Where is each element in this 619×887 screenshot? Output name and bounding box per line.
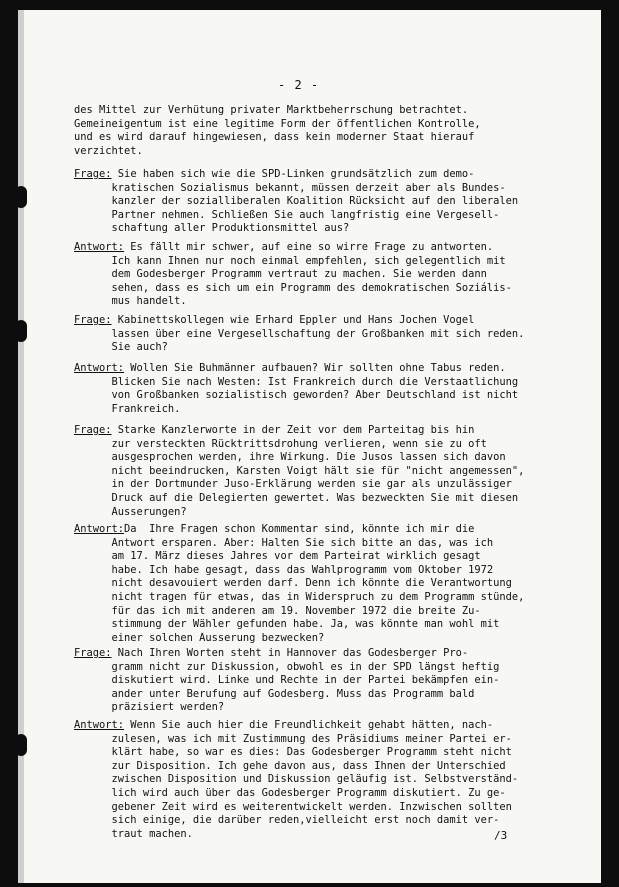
question-block (74, 424, 584, 519)
text-line (74, 701, 584, 715)
text-line (74, 222, 584, 236)
text-line (74, 719, 584, 733)
speaker-label: Frage: (74, 314, 112, 326)
answer-block (74, 362, 584, 416)
text-line (74, 403, 584, 417)
punch-hole (18, 186, 27, 208)
answer-block (74, 523, 584, 645)
text-line (74, 195, 584, 209)
text-line (74, 438, 584, 452)
line-text: lassen über eine Vergesellschaftung der Großbanken mit sich reden. (74, 327, 525, 340)
text-line (74, 564, 584, 578)
line-text: diskutiert wird. Linke und Rechte in der Partei bekämpfen ein- (74, 674, 500, 687)
answer-block (74, 719, 584, 841)
page-number: - 2 - (278, 78, 320, 92)
text-line (74, 577, 584, 591)
line-text: Druck auf die Delegierten gewertet. Was bezweckten Sie mit diesen (74, 491, 519, 504)
line-text: zur versteckten Rücktrittsdrohung verlieren, wenn sie zu oft (74, 437, 487, 450)
speaker-label: Antwort: (74, 362, 125, 374)
line-text: Da Ihre Fragen schon Kommentar sind, könnte ich mir die (124, 523, 475, 535)
text-line (74, 661, 584, 675)
text-line (74, 537, 584, 551)
line-text: stimmung der Wähler gefunden habe. Ja, was könnte man wohl mit (74, 618, 500, 631)
line-text: Wollen Sie Buhmänner aufbauen? Wir sollten ohne Tabus reden. (124, 362, 506, 374)
speaker-label: Frage: (74, 424, 112, 436)
line-text: Sie auch? (74, 341, 168, 354)
text-line (74, 362, 584, 376)
line-text: zur Disposition. Ich gehe davon aus, dass Ihnen der Unterschied (74, 759, 506, 772)
speaker-label: Antwort: (74, 523, 125, 535)
line-text: Äusserungen? (74, 505, 187, 518)
text-line (74, 492, 584, 506)
line-text: kanzler der sozialliberalen Koalition Rücksicht auf den liberalen (74, 195, 519, 208)
line-text: nicht tragen für etwas, das in Widerspruch zu dem Programm stünde, (74, 590, 525, 603)
text-line (74, 241, 584, 255)
text-line (74, 828, 584, 842)
text-line (74, 424, 584, 438)
line-text: ander unter Berufung auf Godesberg. Muss das Programm bald (74, 687, 475, 700)
line-text: verzichtet. (74, 144, 143, 157)
continuation-marker: /3 (494, 829, 508, 842)
text-line (74, 801, 584, 815)
text-line (74, 104, 584, 118)
line-text: lich wird auch über das Godesberger Programm diskutiert. Zu ge- (74, 786, 506, 799)
speaker-label: Antwort: (74, 241, 125, 253)
line-text: Nach Ihren Worten steht in Hannover das Godesberger Pro- (111, 647, 469, 659)
text-line (74, 605, 584, 619)
line-text: schaftung aller Produktionsmittel aus? (74, 222, 350, 235)
line-text: traut machen. (74, 827, 193, 840)
text-line (74, 478, 584, 492)
line-text: nicht beeindrucken, Karsten Voigt hält sie für "nicht angemessen", (74, 464, 525, 477)
text-line (74, 760, 584, 774)
line-text: am 17. März dieses Jahres vor dem Parteirat wirklich gesagt (74, 550, 481, 563)
punch-hole (18, 734, 27, 756)
line-text: gebener Zeit wird es weiterentwickelt werden. Inzwischen sollten (74, 800, 512, 813)
text-line (74, 647, 584, 661)
question-block (74, 314, 584, 355)
line-text: sich einige, die darüber reden,vielleicht erst noch damit ver- (74, 814, 500, 827)
text-line (74, 145, 584, 159)
text-line (74, 376, 584, 390)
text-line (74, 523, 584, 537)
text-line (74, 746, 584, 760)
line-text: Sie haben sich wie die SPD-Linken grundsätzlich zum demo- (111, 168, 475, 180)
text-line (74, 255, 584, 269)
text-line (74, 131, 584, 145)
line-text: habe. Ich habe gesagt, dass das Wahlprogramm vom Oktober 1972 (74, 563, 494, 576)
line-text: einer solchen Äusserung bezwecken? (74, 631, 325, 644)
line-text: dem Godesberger Programm vertraut zu machen. Sie werden dann (74, 268, 487, 281)
line-text: nicht desavouiert werden darf. Denn ich könnte die Verantwortung (74, 577, 512, 590)
text-line (74, 389, 584, 403)
text-line (74, 268, 584, 282)
line-text: Kabinettskollegen wie Erhard Eppler und Hans Jochen Vogel (111, 314, 475, 326)
line-text: für das ich mit anderen am 19. November 1972 die breite Zu- (74, 604, 481, 617)
text-line (74, 328, 584, 342)
line-text: Blicken Sie nach Westen: Ist Frankreich durch die Verstaatlichung (74, 375, 519, 388)
speaker-label: Frage: (74, 647, 112, 659)
text-line (74, 550, 584, 564)
text-line (74, 618, 584, 632)
line-text: Frankreich. (74, 402, 181, 415)
text-line (74, 506, 584, 520)
text-line (74, 451, 584, 465)
text-line (74, 591, 584, 605)
line-text: und es wird darauf hingewiesen, dass kein moderner Staat hierauf (74, 131, 475, 144)
text-line (74, 733, 584, 747)
line-text: Wenn Sie auch hier die Freundlichkeit gehabt hätten, nach- (124, 719, 494, 731)
line-text: Partner nehmen. Schließen Sie auch langfristig eine Vergesell- (74, 208, 500, 221)
document-page (18, 10, 601, 883)
line-text: ausgesprochen werden, ihre Wirkung. Die Jusos lassen sich davon (74, 451, 506, 464)
question-block (74, 168, 584, 236)
text-line (74, 182, 584, 196)
line-text: klärt habe, so war es dies: Das Godesberger Programm steht nicht (74, 746, 512, 759)
text-line (74, 814, 584, 828)
line-text: von Großbanken sozialistisch geworden? Aber Deutschland ist nicht (74, 389, 519, 402)
question-block (74, 647, 584, 715)
speaker-label: Frage: (74, 168, 112, 180)
paragraph-block (74, 104, 584, 158)
text-line (74, 168, 584, 182)
line-text: kratischen Sozialismus bekannt, müssen derzeit aber als Bundes- (74, 181, 506, 194)
line-text: präzisiert werden? (74, 701, 225, 714)
line-text: Starke Kanzlerworte in der Zeit vor dem Parteitag bis hin (111, 424, 475, 436)
text-line (74, 465, 584, 479)
line-text: Antwort ersparen. Aber: Halten Sie sich bitte an das, was ich (74, 536, 494, 549)
line-text: sehen, dass es sich um ein Programm des demokratischen Soziális- (74, 281, 512, 294)
text-line (74, 295, 584, 309)
text-line (74, 341, 584, 355)
text-line (74, 282, 584, 296)
text-line (74, 688, 584, 702)
answer-block (74, 241, 584, 309)
text-line (74, 209, 584, 223)
line-text: Es fällt mir schwer, auf eine so wirre Frage zu antworten. (124, 241, 494, 253)
line-text: zwischen Disposition und Diskussion geläufig ist. Selbstverständ- (74, 773, 519, 786)
text-line (74, 674, 584, 688)
text-line (74, 314, 584, 328)
line-text: Gemeineigentum ist eine legitime Form der öffentlichen Kontrolle, (74, 117, 481, 130)
line-text: des Mittel zur Verhütung privater Marktbeherrschung betrachtet. (74, 104, 469, 116)
text-line (74, 787, 584, 801)
text-line (74, 118, 584, 132)
speaker-label: Antwort: (74, 719, 125, 731)
punch-hole (18, 320, 27, 342)
line-text: zulesen, was ich mit Zustimmung des Präsidiums meiner Partei er- (74, 732, 512, 745)
text-line (74, 632, 584, 646)
line-text: in der Dortmunder Juso-Erklärung werden sie gar als unzulässiger (74, 478, 512, 491)
line-text: Ich kann Ihnen nur noch einmal empfehlen, sich gelegentlich mit (74, 254, 506, 267)
text-line (74, 773, 584, 787)
line-text: gramm nicht zur Diskussion, obwohl es in der SPD längst heftig (74, 660, 500, 673)
line-text: mus handelt. (74, 295, 187, 308)
